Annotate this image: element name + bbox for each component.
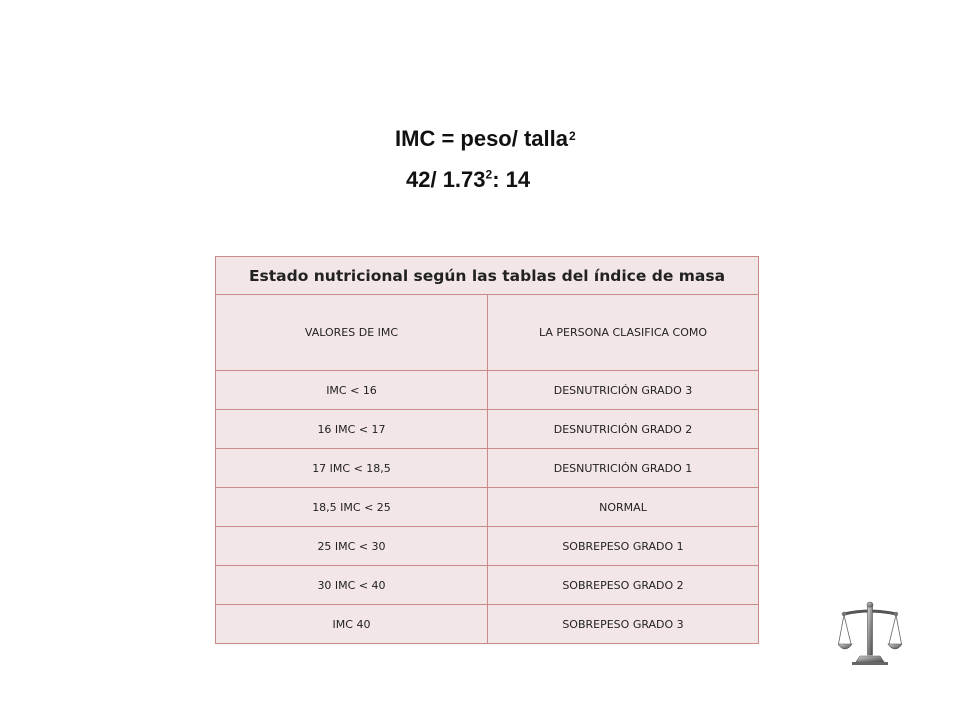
table-cell-value: 17 IMC < 18,5 bbox=[216, 449, 488, 488]
table-cell-value: 25 IMC < 30 bbox=[216, 527, 488, 566]
formula-line-1-text: IMC = peso/ talla bbox=[395, 126, 568, 151]
table-cell-value: IMC < 16 bbox=[216, 371, 488, 410]
column-header-classification: LA PERSONA CLASIFICA COMO bbox=[488, 295, 759, 371]
table-cell-classification: DESNUTRICIÓN GRADO 3 bbox=[488, 371, 759, 410]
balance-scale-icon bbox=[838, 600, 902, 666]
formula-line-1 bbox=[395, 126, 576, 152]
table-header-row bbox=[216, 295, 759, 371]
table-title-row bbox=[216, 257, 759, 295]
table-cell-classification: SOBREPESO GRADO 2 bbox=[488, 566, 759, 605]
formula-line-1-exponent: 2 bbox=[569, 128, 576, 143]
table-row bbox=[216, 371, 759, 410]
column-header-values: VALORES DE IMC bbox=[216, 295, 488, 371]
table-row bbox=[216, 488, 759, 527]
table-row bbox=[216, 566, 759, 605]
table-cell-value: 30 IMC < 40 bbox=[216, 566, 488, 605]
table-cell-classification: DESNUTRICIÓN GRADO 2 bbox=[488, 410, 759, 449]
table-cell-classification: SOBREPESO GRADO 3 bbox=[488, 605, 759, 644]
formula-line-2-text: 42/ 1.73 bbox=[406, 167, 486, 192]
table-cell-value: 18,5 IMC < 25 bbox=[216, 488, 488, 527]
table-row bbox=[216, 605, 759, 644]
table-cell-value: IMC 40 bbox=[216, 605, 488, 644]
table-row bbox=[216, 527, 759, 566]
formula-line-2 bbox=[406, 167, 530, 193]
table-title: Estado nutricional según las tablas del índice de masa bbox=[216, 257, 759, 295]
bmi-table bbox=[215, 256, 759, 644]
table-row bbox=[216, 410, 759, 449]
table-cell-value: 16 IMC < 17 bbox=[216, 410, 488, 449]
table-cell-classification: DESNUTRICIÓN GRADO 1 bbox=[488, 449, 759, 488]
table-cell-classification: SOBREPESO GRADO 1 bbox=[488, 527, 759, 566]
table-cell-classification: NORMAL bbox=[488, 488, 759, 527]
formula-line-2-exponent: 2 bbox=[485, 167, 493, 182]
formula-line-2-result: : 14 bbox=[492, 167, 531, 192]
table-row bbox=[216, 449, 759, 488]
